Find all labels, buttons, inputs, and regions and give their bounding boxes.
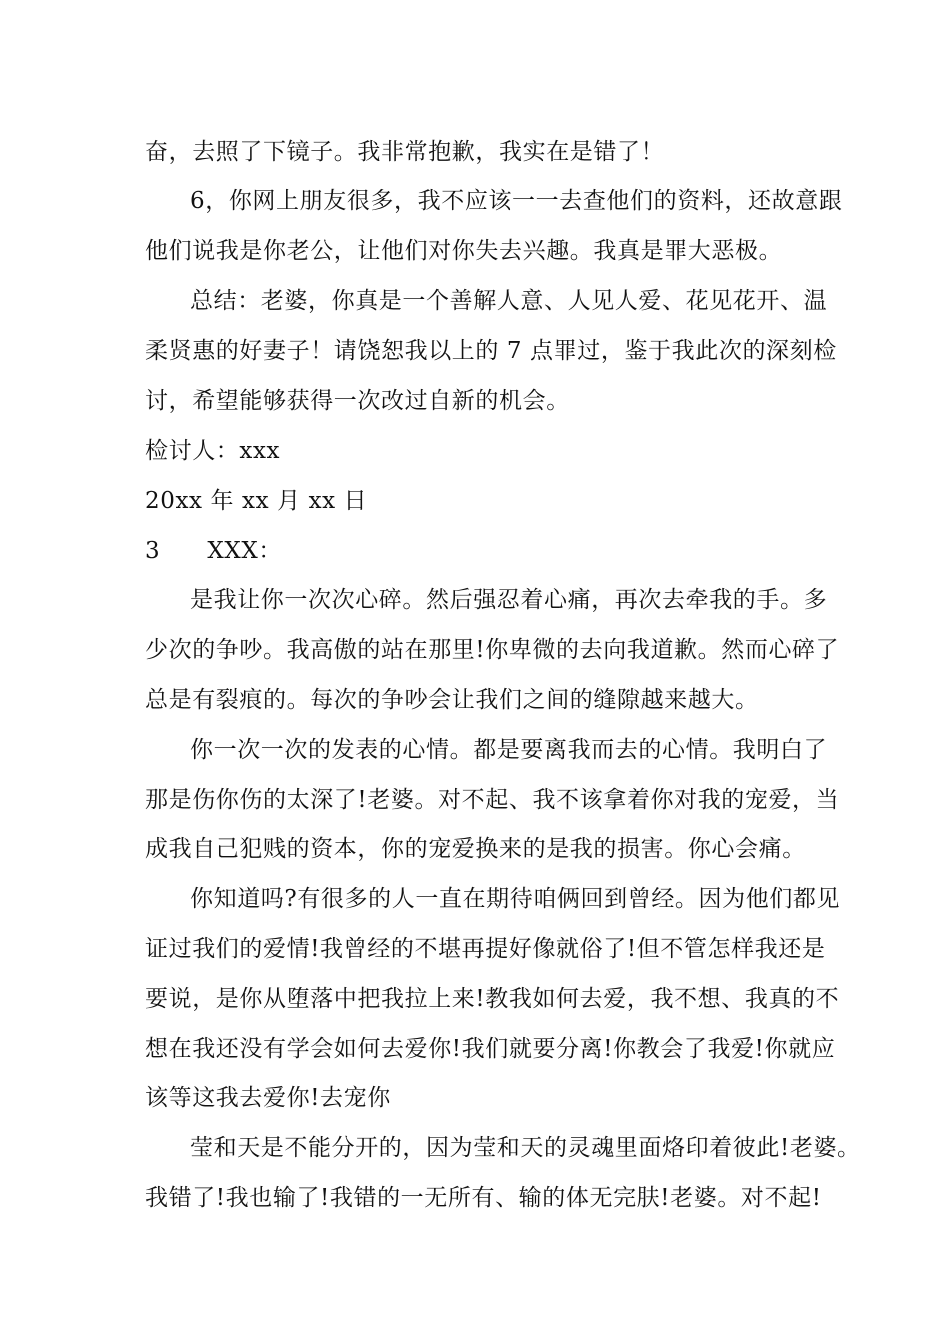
text-line: 成我自己犯贱的资本，你的宠爱换来的是我的损害。你心会痛。 <box>145 836 806 862</box>
text-line: 要说，是你从堕落中把我拉上来!教我如何去爱，我不想、我真的不 <box>145 986 840 1012</box>
text-line: 总是有裂痕的。每次的争吵会让我们之间的缝隙越来越大。 <box>145 687 759 713</box>
text-line: 你知道吗?有很多的人一直在期待咱俩回到曾经。因为他们都见 <box>190 886 841 912</box>
signature-line: 检讨人：xxx <box>145 438 281 464</box>
text-line: 那是伤你伤的太深了!老婆。对不起、我不该拿着你对我的宠爱，当 <box>145 787 840 813</box>
text-line: 少次的争吵。我高傲的站在那里!你卑微的去向我道歉。然而心碎了 <box>145 637 840 663</box>
text-line: 总结：老婆，你真是一个善解人意、人见人爱、花见花开、温 <box>190 288 828 314</box>
text-line: 莹和天是不能分开的，因为莹和天的灵魂里面烙印着彼此!老婆。 <box>190 1135 861 1161</box>
text-line: 是我让你一次次心碎。然后强忍着心痛，再次去牵我的手。多 <box>190 587 828 613</box>
text-line: 讨，希望能够获得一次改过自新的机会。 <box>145 388 570 414</box>
text-line: 奋，去照了下镜子。我非常抱歉，我实在是错了！ <box>145 139 665 165</box>
text-line: 我错了!我也输了!我错的一无所有、输的体无完肤!老婆。对不起! <box>145 1185 822 1211</box>
date-line: 20xx 年 xx 月 xx 日 <box>145 488 368 514</box>
section-heading: 3 XXX： <box>145 538 282 564</box>
text-line: 该等这我去爱你!去宠你 <box>145 1085 391 1111</box>
text-line: 他们说我是你老公，让他们对你失去兴趣。我真是罪大恶极。 <box>145 238 783 264</box>
text-line: 柔贤惠的好妻子！请饶恕我以上的 7 点罪过，鉴于我此次的深刻检 <box>145 338 837 364</box>
text-line: 你一次一次的发表的心情。都是要离我而去的心情。我明白了 <box>190 737 828 763</box>
text-line: 想在我还没有学会如何去爱你!我们就要分离!你教会了我爱!你就应 <box>145 1036 836 1062</box>
text-line: 证过我们的爱情!我曾经的不堪再提好像就俗了!但不管怎样我还是 <box>145 936 826 962</box>
text-line: 6，你网上朋友很多，我不应该一一去查他们的资料，还故意跟 <box>190 188 843 214</box>
